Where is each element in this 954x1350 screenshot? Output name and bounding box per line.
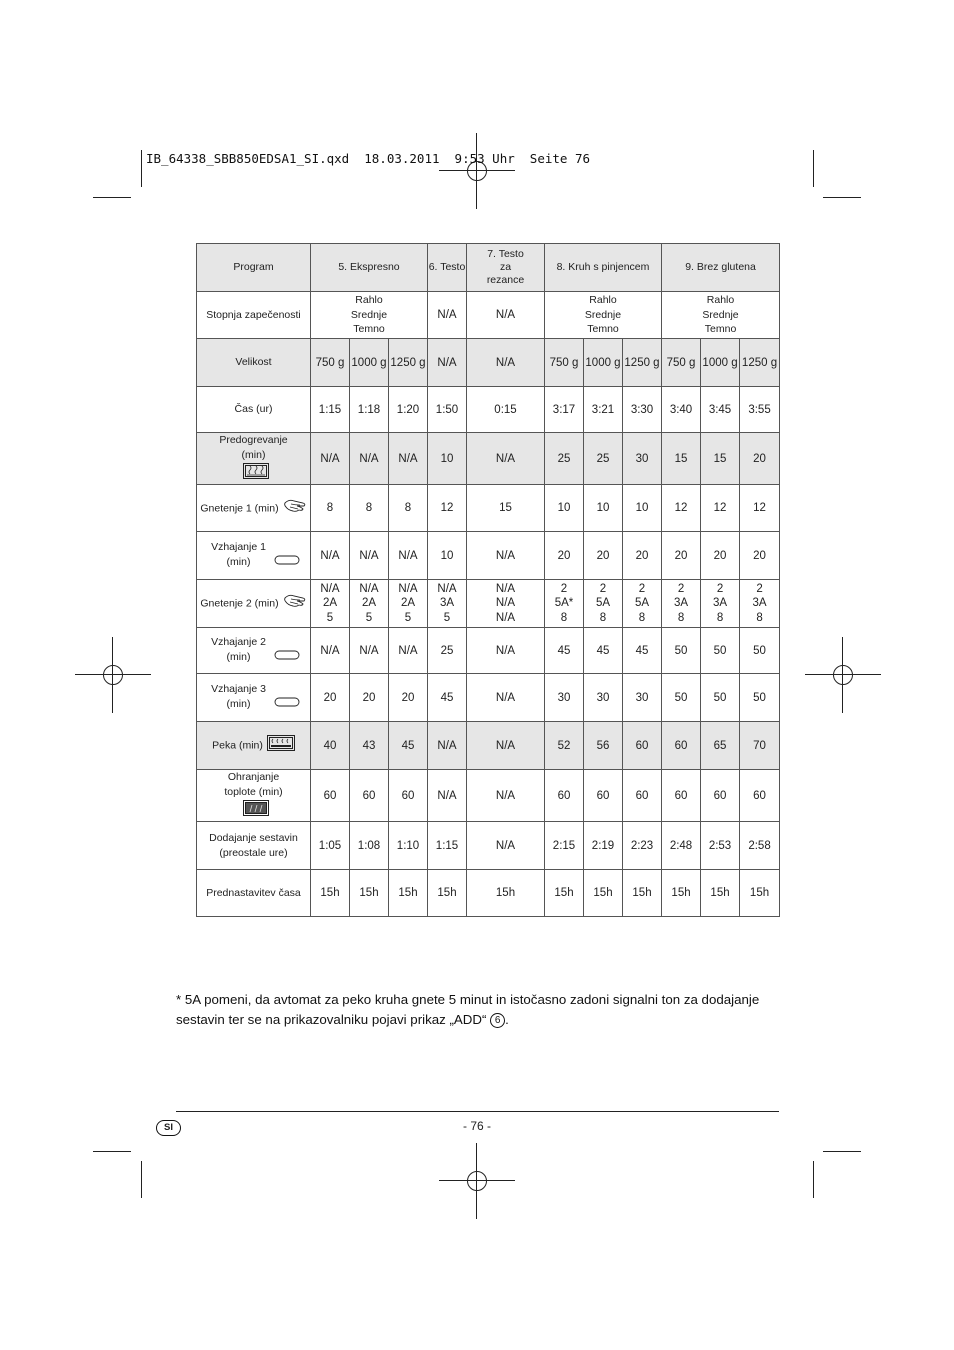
level-srednje: Srednje <box>584 308 622 321</box>
cell-value: 2 <box>560 582 568 595</box>
registration-mark-left <box>75 637 151 713</box>
row-label <box>197 580 311 628</box>
bake-icon <box>267 735 295 756</box>
row-label-text: Predogrevanje (min) <box>219 434 288 461</box>
table-cell: 60 <box>740 770 780 822</box>
table-cell: 1:15 <box>311 387 350 433</box>
footer-rule <box>176 1111 779 1112</box>
table-cell: 30 <box>545 674 584 722</box>
table-cell: 60 <box>662 770 701 822</box>
table-cell: 45 <box>623 628 662 674</box>
cell-value: 3A <box>712 597 728 610</box>
cell-value: 5A* <box>554 597 574 610</box>
level-rahlo: Rahlo <box>706 294 735 307</box>
table-cell: 10 <box>545 485 584 532</box>
table-cell: 25 <box>428 628 467 674</box>
cell-value: N/A <box>320 582 340 595</box>
table-cell: 1000 g <box>584 339 623 387</box>
table-cell: 3:55 <box>740 387 780 433</box>
table-cell: 56 <box>584 722 623 770</box>
cell-value: N/A <box>359 582 379 595</box>
table-cell: 50 <box>662 674 701 722</box>
table-header-row <box>197 244 780 292</box>
table-cell: N/A <box>467 433 545 485</box>
table-cell: N/A <box>350 532 389 580</box>
table-cell: N/A <box>428 722 467 770</box>
row-label-text: Velikost <box>235 356 272 368</box>
table-cell: N/A <box>467 822 545 870</box>
cell-value: N/A <box>398 582 418 595</box>
table-cell: 60 <box>311 770 350 822</box>
registration-mark-right <box>805 637 881 713</box>
language-badge: SI <box>156 1120 181 1136</box>
row-label <box>197 485 311 532</box>
cell-value: 5A <box>595 597 611 610</box>
row-label-text: Gnetenje 2 (min) <box>200 597 279 610</box>
table-cell: 45 <box>545 628 584 674</box>
row-label-text: Vzhajanje 3 (min) <box>211 683 266 711</box>
table-row <box>197 722 780 770</box>
registration-mark-bottom <box>439 1143 515 1219</box>
row-label <box>197 674 311 722</box>
table-cell: N/A <box>467 674 545 722</box>
table-cell: 10 <box>428 532 467 580</box>
cell-value: 2 <box>638 582 646 595</box>
table-cell: N/A <box>467 770 545 822</box>
table-cell: 2:48 <box>662 822 701 870</box>
table-cell: 2:58 <box>740 822 780 870</box>
table-cell <box>701 580 740 628</box>
table-cell: 0:15 <box>467 387 545 433</box>
table-cell <box>584 580 623 628</box>
table-cell: 15h <box>701 870 740 917</box>
table-cell <box>740 580 780 628</box>
table-cell: 20 <box>740 532 780 580</box>
table-cell: 750 g <box>662 339 701 387</box>
table-cell: 20 <box>740 433 780 485</box>
table-cell: 15h <box>740 870 780 917</box>
dough-rise-icon <box>274 649 300 666</box>
table-cell: 20 <box>350 674 389 722</box>
row-label <box>197 822 311 870</box>
table-cell: 15h <box>389 870 428 917</box>
table-cell <box>428 580 467 628</box>
table-cell: 20 <box>311 674 350 722</box>
table-cell: 1000 g <box>350 339 389 387</box>
table-cell: 50 <box>701 674 740 722</box>
level-temno: Temno <box>587 323 619 336</box>
row-label <box>197 339 311 387</box>
cell-value: N/A <box>495 611 516 624</box>
cell-value: 2 <box>756 582 763 595</box>
table-cell: 20 <box>662 532 701 580</box>
cell-value: 5A <box>634 597 650 610</box>
stopnja-row <box>197 292 780 339</box>
level-rahlo: Rahlo <box>589 294 617 307</box>
table-cell <box>662 580 701 628</box>
cell-value: 3A <box>752 597 767 610</box>
stopnja-na-testo: N/A <box>428 292 467 339</box>
level-srednje: Srednje <box>702 308 739 321</box>
table-row <box>197 822 780 870</box>
cell-value: 8 <box>716 611 724 624</box>
table-cell: 30 <box>584 674 623 722</box>
table-row <box>197 433 780 485</box>
table-cell: 30 <box>623 674 662 722</box>
level-temno: Temno <box>353 323 385 336</box>
row-label-text: Gnetenje 1 (min) <box>200 501 279 514</box>
table-cell: 25 <box>584 433 623 485</box>
table-cell: N/A <box>467 628 545 674</box>
table-cell: 50 <box>701 628 740 674</box>
table-cell: 1:50 <box>428 387 467 433</box>
table-cell: 45 <box>584 628 623 674</box>
table-cell: 60 <box>584 770 623 822</box>
table-cell: 2:23 <box>623 822 662 870</box>
program-label: Program <box>197 244 311 292</box>
table-cell: 8 <box>389 485 428 532</box>
table-cell: 50 <box>662 628 701 674</box>
table-cell: 3:17 <box>545 387 584 433</box>
registration-mark-top <box>439 133 515 209</box>
program-ekspresno: 5. Ekspresno <box>311 244 428 292</box>
table-cell: N/A <box>389 532 428 580</box>
program-table <box>196 243 780 917</box>
cell-value: 5 <box>404 611 412 624</box>
ref-number-6-icon: 6 <box>490 1013 505 1028</box>
row-label-text: Ohranjanje toplote (min) <box>224 771 283 798</box>
table-cell: 3:30 <box>623 387 662 433</box>
row-label-text: Čas (ur) <box>234 403 273 415</box>
preheat-icon <box>243 463 269 484</box>
table-cell: 65 <box>701 722 740 770</box>
table-cell: 45 <box>389 722 428 770</box>
cell-value: 2A <box>361 597 377 610</box>
cell-value: 8 <box>756 611 763 624</box>
table-cell: 20 <box>389 674 428 722</box>
table-cell: 25 <box>545 433 584 485</box>
table-cell: 10 <box>428 433 467 485</box>
table-cell: 70 <box>740 722 780 770</box>
dough-rise-icon <box>274 696 300 713</box>
table-cell: N/A <box>467 532 545 580</box>
cell-value: 3A <box>673 597 689 610</box>
table-cell: 1:18 <box>350 387 389 433</box>
program-kruh-pinjencem: 8. Kruh s pinjencem <box>545 244 662 292</box>
cell-value: 2A <box>400 597 416 610</box>
table-cell <box>311 580 350 628</box>
table-cell: 15h <box>467 870 545 917</box>
table-cell: 15 <box>662 433 701 485</box>
table-cell: 1:08 <box>350 822 389 870</box>
table-row <box>197 387 780 433</box>
stopnja-levels-brez-glutena <box>662 292 780 339</box>
footnote <box>176 990 776 1030</box>
table-cell: N/A <box>350 628 389 674</box>
table-cell: 15 <box>701 433 740 485</box>
table-row <box>197 674 780 722</box>
table-cell: 3:40 <box>662 387 701 433</box>
table-cell: 2:19 <box>584 822 623 870</box>
level-temno: Temno <box>704 323 737 336</box>
table-cell: 15h <box>350 870 389 917</box>
table-cell <box>467 580 545 628</box>
table-cell <box>350 580 389 628</box>
table-cell: 20 <box>584 532 623 580</box>
table-cell: N/A <box>467 722 545 770</box>
row-label-text: Prednastavitev časa <box>206 886 301 899</box>
table-cell: 2:53 <box>701 822 740 870</box>
table-cell: 15h <box>662 870 701 917</box>
program-testo: 6. Testo <box>428 244 467 292</box>
table-cell: 1000 g <box>701 339 740 387</box>
table-cell: 50 <box>740 628 780 674</box>
footnote-text: * 5A pomeni, da avtomat za peko kruha gnete 5 minut in istočasno zadoni signalni ton za dodajanje sestavin ter se na prikazovalniku pojavi prikaz „ADD“ <box>176 992 760 1027</box>
stopnja-levels-kruh <box>545 292 662 339</box>
cell-value: 5 <box>443 611 451 624</box>
stopnja-levels-ekspresno <box>311 292 428 339</box>
cell-value: 2 <box>716 582 724 595</box>
table-cell: 52 <box>545 722 584 770</box>
row-label-text: Vzhajanje 2 (min) <box>211 636 266 664</box>
row-label <box>197 433 311 485</box>
table-cell: 20 <box>701 532 740 580</box>
table-cell: N/A <box>311 628 350 674</box>
cell-value: 3A <box>439 597 455 610</box>
cell-value: N/A <box>495 597 516 610</box>
table-cell: 12 <box>740 485 780 532</box>
cell-value: 5 <box>365 611 373 624</box>
table-cell: 50 <box>740 674 780 722</box>
print-slug-line: IB_64338_SBB850EDSA1_SI.qxd 18.03.2011 9:53 Uhr Seite 76 <box>146 151 591 166</box>
row-label <box>197 387 311 433</box>
cell-value: 8 <box>599 611 607 624</box>
cell-value: N/A <box>495 582 516 595</box>
table-cell: 12 <box>428 485 467 532</box>
cell-value: 2 <box>599 582 607 595</box>
table-cell: 1250 g <box>740 339 780 387</box>
row-label-text: Peka (min) <box>212 739 263 752</box>
cell-value: 8 <box>638 611 646 624</box>
table-cell <box>623 580 662 628</box>
cell-value: 8 <box>560 611 568 624</box>
cell-value: N/A <box>437 582 457 595</box>
cell-value: 8 <box>677 611 685 624</box>
row-label-text: Dodajanje sestavin (preostale ure) <box>209 831 298 859</box>
table-cell: 40 <box>311 722 350 770</box>
table-cell: 2:15 <box>545 822 584 870</box>
table-cell: 750 g <box>311 339 350 387</box>
row-label <box>197 628 311 674</box>
cell-value: 5 <box>326 611 334 624</box>
table-row <box>197 870 780 917</box>
level-srednje: Srednje <box>350 308 388 321</box>
knead-hand-icon <box>283 592 307 615</box>
table-cell: 30 <box>623 433 662 485</box>
table-cell: 15h <box>428 870 467 917</box>
table-cell: 60 <box>662 722 701 770</box>
stopnja-label: Stopnja zapečenosti <box>197 292 311 339</box>
table-cell: N/A <box>389 628 428 674</box>
table-cell: 15 <box>467 485 545 532</box>
table-cell: N/A <box>311 532 350 580</box>
table-row <box>197 580 780 628</box>
cell-value: 2A <box>322 597 338 610</box>
program-testo-rezance: 7. Testo za rezance <box>467 244 545 292</box>
table-cell: 10 <box>584 485 623 532</box>
table-cell: N/A <box>467 339 545 387</box>
table-cell: 20 <box>623 532 662 580</box>
table-cell: N/A <box>311 433 350 485</box>
table-cell: N/A <box>428 339 467 387</box>
table-cell: 12 <box>701 485 740 532</box>
table-cell: 1:15 <box>428 822 467 870</box>
row-label <box>197 532 311 580</box>
table-cell: 1250 g <box>623 339 662 387</box>
table-cell: 45 <box>428 674 467 722</box>
keep-warm-icon <box>243 800 269 821</box>
table-cell: 43 <box>350 722 389 770</box>
row-label <box>197 870 311 917</box>
table-cell <box>389 580 428 628</box>
table-cell: 15h <box>584 870 623 917</box>
table-cell: 60 <box>701 770 740 822</box>
table-cell: 15h <box>545 870 584 917</box>
table-row <box>197 628 780 674</box>
table-cell: 15h <box>623 870 662 917</box>
row-label <box>197 722 311 770</box>
table-cell: 1:10 <box>389 822 428 870</box>
table-cell: 750 g <box>545 339 584 387</box>
table-row <box>197 485 780 532</box>
table-cell: 20 <box>545 532 584 580</box>
table-cell: 60 <box>350 770 389 822</box>
table-cell: 1250 g <box>389 339 428 387</box>
table-cell: 60 <box>389 770 428 822</box>
table-cell: 60 <box>623 770 662 822</box>
footnote-end: . <box>505 1012 509 1027</box>
table-cell: N/A <box>389 433 428 485</box>
table-row <box>197 532 780 580</box>
table-row <box>197 770 780 822</box>
cell-value: 2 <box>677 582 685 595</box>
table-cell: 60 <box>545 770 584 822</box>
table-cell: 1:20 <box>389 387 428 433</box>
level-rahlo: Rahlo <box>355 294 383 307</box>
knead-hand-icon <box>283 497 307 520</box>
table-cell: 8 <box>311 485 350 532</box>
page-number: - 76 - <box>462 1119 491 1133</box>
table-cell: 12 <box>662 485 701 532</box>
table-cell: 15h <box>311 870 350 917</box>
dough-rise-icon <box>274 554 300 571</box>
table-cell <box>545 580 584 628</box>
table-cell: 3:45 <box>701 387 740 433</box>
row-label <box>197 770 311 822</box>
table-cell: 8 <box>350 485 389 532</box>
row-label-text: Vzhajanje 1 (min) <box>211 541 266 569</box>
table-cell: N/A <box>428 770 467 822</box>
table-cell: 1:05 <box>311 822 350 870</box>
program-brez-glutena: 9. Brez glutena <box>662 244 780 292</box>
table-cell: N/A <box>350 433 389 485</box>
stopnja-na-rezance: N/A <box>467 292 545 339</box>
table-row <box>197 339 780 387</box>
table-cell: 3:21 <box>584 387 623 433</box>
table-cell: 10 <box>623 485 662 532</box>
table-cell: 60 <box>623 722 662 770</box>
